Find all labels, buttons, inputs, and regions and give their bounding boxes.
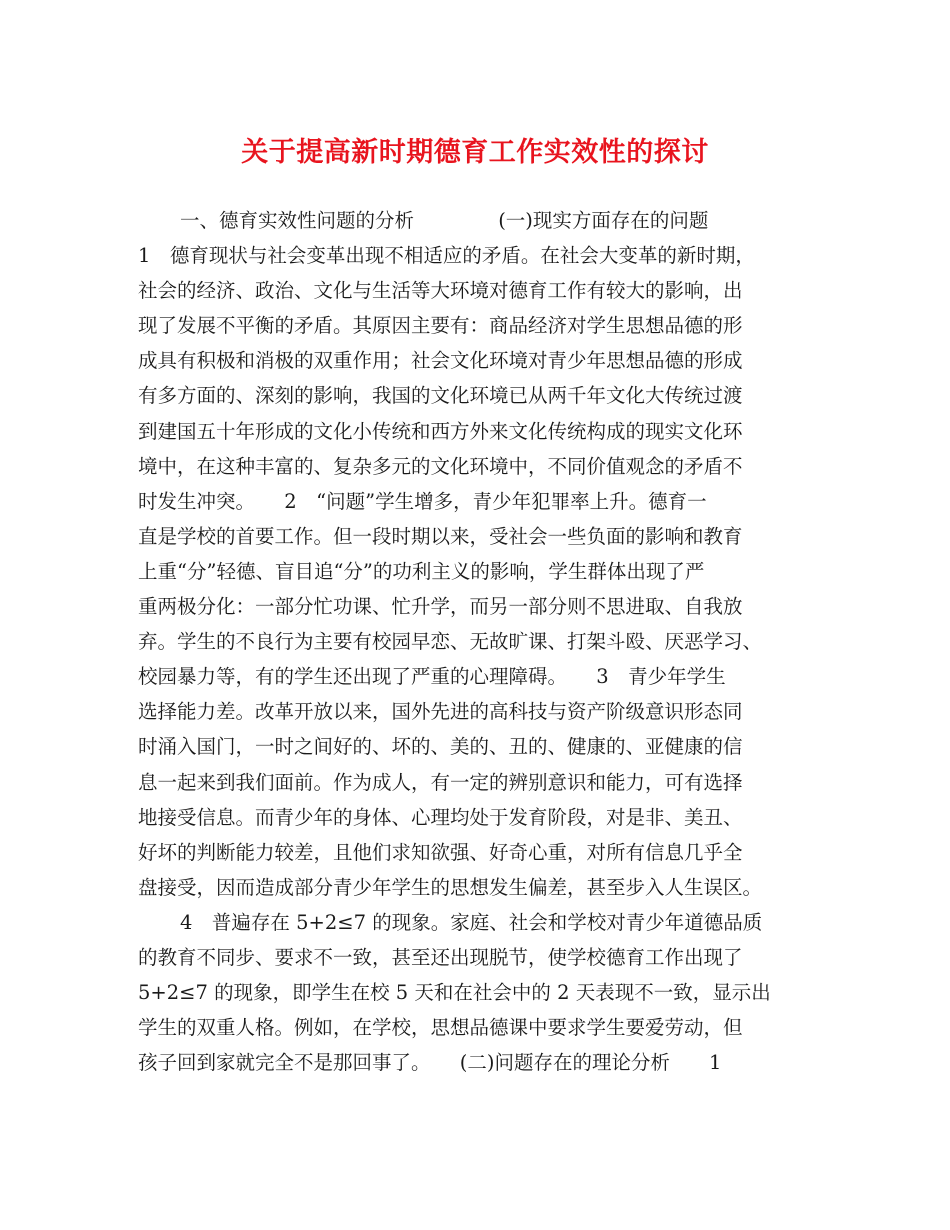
body-line: 好坏的判断能力较差，且他们求知欲强、好奇心重，对所有信息几乎全	[138, 840, 743, 864]
body-line: 孩子回到家就完全不是那回事了。 (二)问题存在的理论分析 1	[138, 1051, 722, 1075]
body-line: 直是学校的首要工作。但一段时期以来，受社会一些负面的影响和教育	[138, 524, 743, 548]
body-line: 境中，在这种丰富的、复杂多元的文化环境中，不同价值观念的矛盾不	[138, 454, 743, 478]
body-line: 社会的经济、政治、文化与生活等大环境对德育工作有较大的影响，出	[138, 279, 743, 303]
body-line: 校园暴力等，有的学生还出现了严重的心理障碍。 3 青少年学生	[138, 665, 726, 689]
body-line: 1 德育现状与社会变革出现不相适应的矛盾。在社会大变革的新时期，	[138, 244, 755, 268]
body-line: 选择能力差。改革开放以来，国外先进的高科技与资产阶级意识形态同	[138, 700, 743, 724]
body-line: 成具有积极和消极的双重作用；社会文化环境对青少年思想品德的形成	[138, 349, 743, 373]
body-line: 现了发展不平衡的矛盾。其原因主要有：商品经济对学生思想品德的形	[138, 314, 743, 338]
body-line: 重两极分化：一部分忙功课、忙升学，而另一部分则不思进取、自我放	[138, 595, 743, 619]
body-line: 弃。学生的不良行为主要有校园早恋、无故旷课、打架斗殴、厌恶学习、	[138, 630, 763, 654]
body-line: 上重“分”轻德、盲目追“分”的功利主义的影响，学生群体出现了严	[138, 559, 705, 583]
body-line: 到建国五十年形成的文化小传统和西方外来文化传统构成的现实文化环	[138, 419, 743, 443]
body-line: 时涌入国门，一时之间好的、坏的、美的、丑的、健康的、亚健康的信	[138, 735, 743, 759]
body-line: 5+2≤7 的现象，即学生在校 5 天和在社会中的 2 天表现不一致，显示出	[138, 981, 771, 1005]
body-line: 有多方面的、深刻的影响，我国的文化环境已从两千年文化大传统过渡	[138, 384, 743, 408]
body-line: 一、德育实效性问题的分析 (一)现实方面存在的问题	[180, 209, 709, 232]
body-line: 时发生冲突。 2 “问题”学生增多，青少年犯罪率上升。德育一	[138, 489, 707, 513]
document-title: 关于提高新时期德育工作实效性的探讨	[241, 137, 709, 168]
body-line: 的教育不同步、要求不一致，甚至还出现脱节，使学校德育工作出现了	[138, 945, 743, 969]
body-line: 息一起来到我们面前。作为成人，有一定的辨别意识和能力，可有选择	[138, 770, 743, 794]
body-line: 学生的双重人格。例如，在学校，思想品德课中要求学生要爱劳动，但	[138, 1016, 743, 1040]
body-line: 盘接受，因而造成部分青少年学生的思想发生偏差，甚至步入人生误区。	[138, 875, 763, 899]
body-line: 4 普遍存在 5+2≤7 的现象。家庭、社会和学校对青少年道德品质	[180, 910, 763, 934]
body-line: 地接受信息。而青少年的身体、心理均处于发育阶段，对是非、美丑、	[138, 805, 743, 829]
document-body	[138, 203, 828, 1080]
